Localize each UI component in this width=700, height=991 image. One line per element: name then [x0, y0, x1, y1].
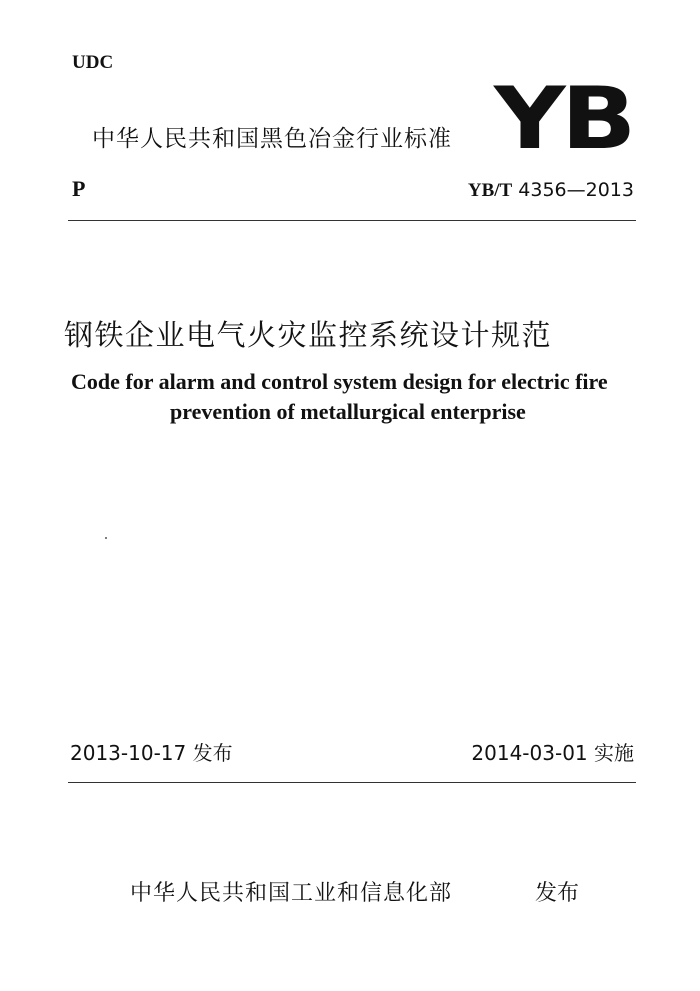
classification-code: P — [72, 176, 86, 201]
bottom-divider — [68, 782, 636, 783]
implementation-date: 2014-03-01 实施 — [471, 741, 634, 765]
title-english-line2: prevention of metallurgical enterprise — [170, 399, 526, 424]
udc-label: UDC — [72, 52, 114, 73]
issue-date: 2013-10-17 发布 — [70, 741, 233, 765]
title-english-line1: Code for alarm and control system design for electric fire — [71, 369, 608, 394]
top-divider — [68, 220, 636, 221]
standard-number-value: 4356—2013 — [518, 179, 634, 201]
publish-action: 发布 — [535, 881, 580, 906]
yb-logo: YB — [494, 69, 632, 169]
industry-standard-title: 中华人民共和国黑色冶金行业标准 — [92, 126, 452, 152]
title-chinese: 钢铁企业电气火灾监控系统设计规范 — [64, 318, 553, 352]
scan-speck — [105, 537, 107, 539]
standard-number-prefix: YB/T — [467, 180, 513, 201]
publisher: 中华人民共和国工业和信息化部 — [130, 881, 453, 906]
standard-number — [468, 179, 634, 202]
